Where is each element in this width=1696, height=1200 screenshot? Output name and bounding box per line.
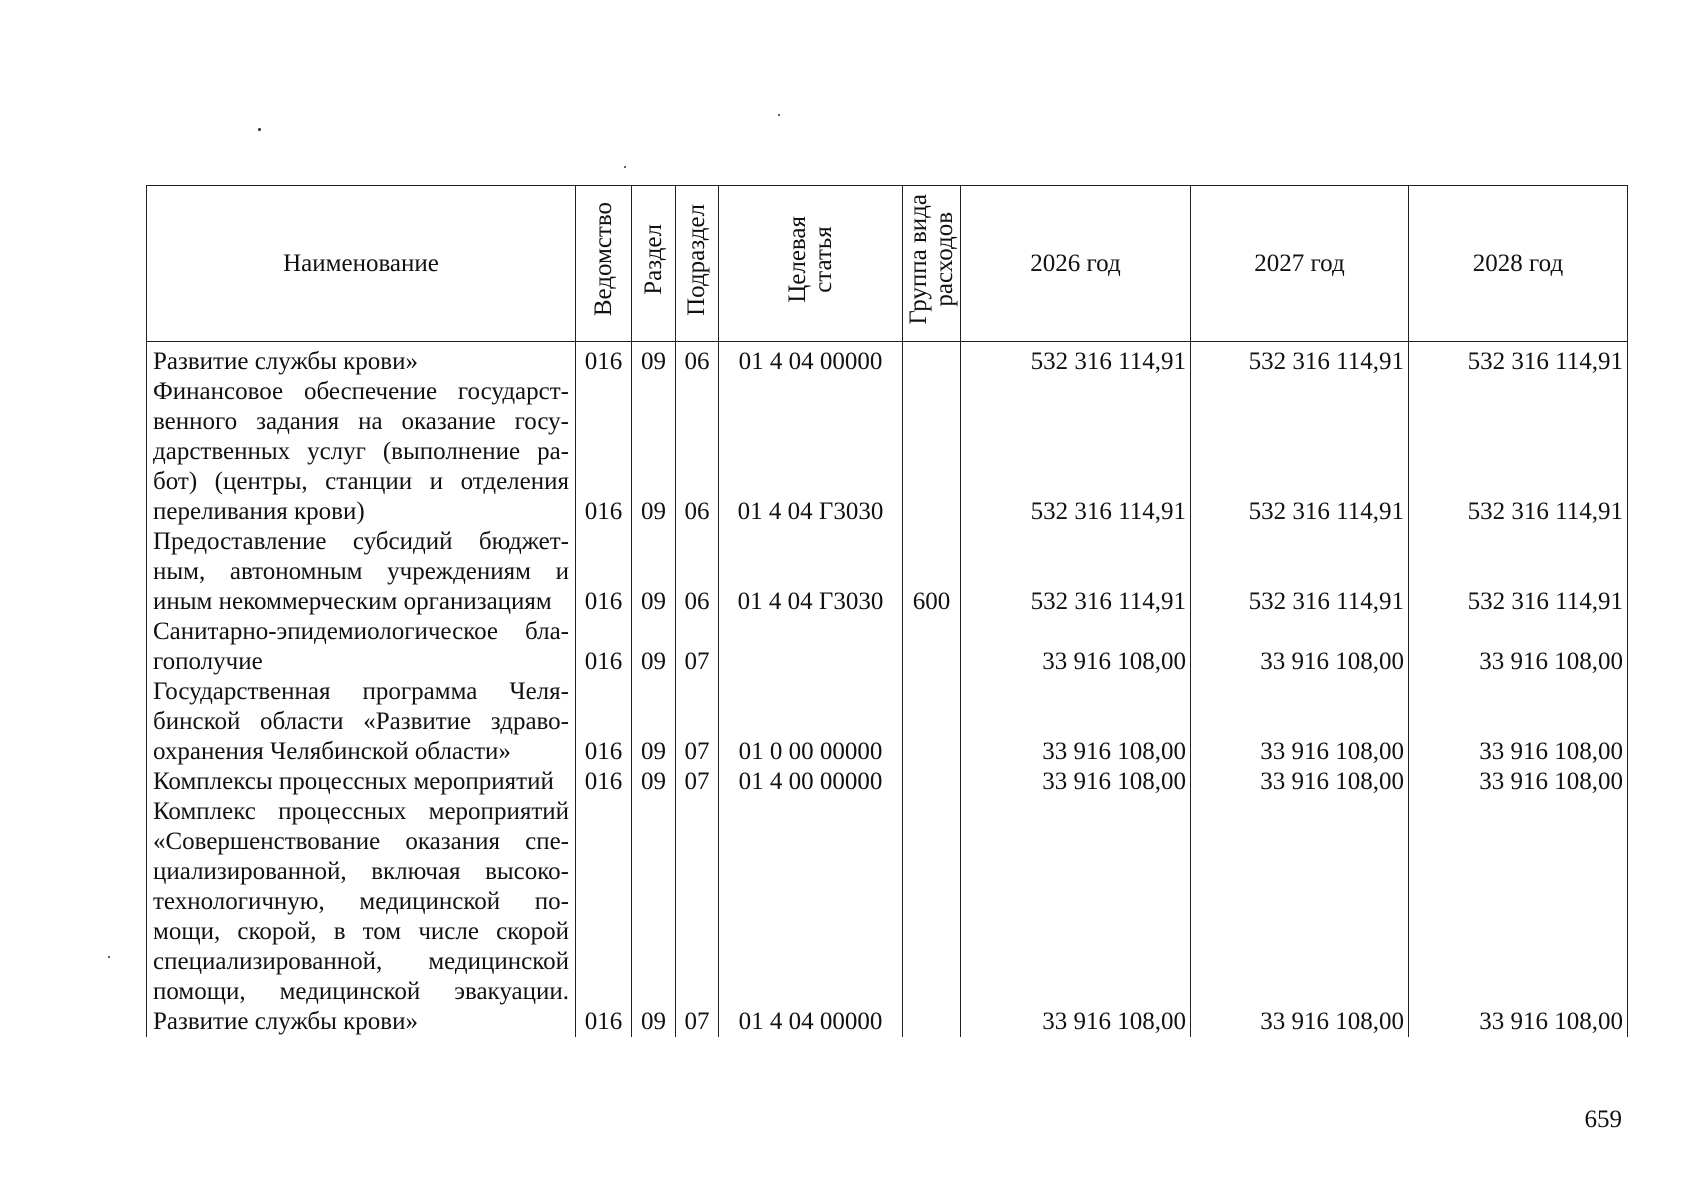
- row-podrazdel: 06: [676, 342, 719, 378]
- row-name: Санитарно-эпидемиологическое благополучие: [147, 617, 576, 677]
- scan-speck: [108, 956, 110, 958]
- row-gruppa-vida: 600: [903, 527, 961, 617]
- row-razdel: 09: [632, 527, 676, 617]
- header-razdel: Раздел: [632, 186, 676, 342]
- row-razdel: 09: [632, 342, 676, 378]
- header-gruppa-line2: расходов: [930, 212, 958, 307]
- table-row: [147, 797, 1628, 1037]
- header-tselevaya-statya: [719, 186, 903, 342]
- row-podrazdel: 07: [676, 767, 719, 797]
- row-amount-2026: 532 316 114,91: [961, 527, 1191, 617]
- row-razdel: 09: [632, 677, 676, 767]
- row-name: Финансовое обеспечение государственного задания на оказание государственных услуг (выполнение работ) (центры, станции и отделения переливания крови): [147, 377, 576, 527]
- row-amount-2027: 532 316 114,91: [1191, 527, 1409, 617]
- row-podrazdel: 06: [676, 527, 719, 617]
- row-amount-2028: 532 316 114,91: [1409, 527, 1628, 617]
- header-gruppa-line1: Группа вида: [904, 194, 932, 325]
- row-amount-2028: 532 316 114,91: [1409, 342, 1628, 378]
- scan-speck: [258, 128, 261, 131]
- row-amount-2027: 532 316 114,91: [1191, 377, 1409, 527]
- row-gruppa-vida: [903, 342, 961, 378]
- row-amount-2028: 33 916 108,00: [1409, 617, 1628, 677]
- row-razdel: 09: [632, 617, 676, 677]
- row-amount-2027: 33 916 108,00: [1191, 767, 1409, 797]
- header-gruppa-vida-raskhodov: [903, 186, 961, 342]
- row-podrazdel: 06: [676, 377, 719, 527]
- page-number: 659: [1584, 1106, 1622, 1133]
- row-amount-2028: 532 316 114,91: [1409, 377, 1628, 527]
- row-vedomstvo: 016: [576, 342, 632, 378]
- header-tselevaya-line2: статья: [809, 226, 837, 293]
- row-tselevaya-statya: 01 0 00 00000: [719, 677, 903, 767]
- header-podrazdel: Подраздел: [676, 186, 719, 342]
- row-name: Предоставление субсидий бюджетным, автономным учреждениям и иным некоммерческим организациям: [147, 527, 576, 617]
- row-gruppa-vida: [903, 767, 961, 797]
- row-amount-2026: 33 916 108,00: [961, 617, 1191, 677]
- budget-table: [146, 185, 1628, 1037]
- row-vedomstvo: 016: [576, 527, 632, 617]
- row-tselevaya-statya: [719, 617, 903, 677]
- table-row: [147, 767, 1628, 797]
- row-gruppa-vida: [903, 677, 961, 767]
- row-amount-2028: 33 916 108,00: [1409, 677, 1628, 767]
- row-amount-2026: 532 316 114,91: [961, 377, 1191, 527]
- row-tselevaya-statya: 01 4 04 00000: [719, 342, 903, 378]
- row-name: Развитие службы крови»: [147, 342, 576, 378]
- row-amount-2028: 33 916 108,00: [1409, 767, 1628, 797]
- header-tselevaya-line1: Целевая: [783, 216, 811, 303]
- table-row: [147, 677, 1628, 767]
- row-razdel: 09: [632, 377, 676, 527]
- row-amount-2027: 33 916 108,00: [1191, 677, 1409, 767]
- header-2028: 2028 год: [1409, 186, 1628, 342]
- row-vedomstvo: 016: [576, 767, 632, 797]
- header-vedomstvo: Ведомство: [576, 186, 632, 342]
- row-gruppa-vida: [903, 377, 961, 527]
- table-row: [147, 527, 1628, 617]
- row-name: Государственная программа Челябинской области «Развитие здравоохранения Челябинской области»: [147, 677, 576, 767]
- row-podrazdel: 07: [676, 797, 719, 1037]
- scan-speck: [778, 114, 780, 116]
- row-tselevaya-statya: 01 4 00 00000: [719, 767, 903, 797]
- row-vedomstvo: 016: [576, 377, 632, 527]
- scan-speck: [624, 166, 626, 168]
- row-razdel: 09: [632, 767, 676, 797]
- row-gruppa-vida: [903, 617, 961, 677]
- row-amount-2028: 33 916 108,00: [1409, 797, 1628, 1037]
- header-2027: 2027 год: [1191, 186, 1409, 342]
- table-header-row: [147, 186, 1628, 342]
- row-amount-2026: 33 916 108,00: [961, 767, 1191, 797]
- row-vedomstvo: 016: [576, 677, 632, 767]
- row-vedomstvo: 016: [576, 797, 632, 1037]
- row-vedomstvo: 016: [576, 617, 632, 677]
- row-tselevaya-statya: 01 4 04 00000: [719, 797, 903, 1037]
- row-amount-2027: 33 916 108,00: [1191, 617, 1409, 677]
- row-tselevaya-statya: 01 4 04 Г3030: [719, 527, 903, 617]
- row-podrazdel: 07: [676, 677, 719, 767]
- row-name: Комплексы процессных мероприятий: [147, 767, 576, 797]
- row-amount-2026: 532 316 114,91: [961, 342, 1191, 378]
- table-row: [147, 342, 1628, 378]
- row-amount-2027: 33 916 108,00: [1191, 797, 1409, 1037]
- table-row: [147, 377, 1628, 527]
- row-amount-2027: 532 316 114,91: [1191, 342, 1409, 378]
- row-razdel: 09: [632, 797, 676, 1037]
- row-gruppa-vida: [903, 797, 961, 1037]
- row-tselevaya-statya: 01 4 04 Г3030: [719, 377, 903, 527]
- header-2026: 2026 год: [961, 186, 1191, 342]
- row-podrazdel: 07: [676, 617, 719, 677]
- row-amount-2026: 33 916 108,00: [961, 797, 1191, 1037]
- table-row: [147, 617, 1628, 677]
- header-name: Наименование: [147, 186, 576, 342]
- row-name: Комплекс процессных мероприятий «Совершенствование оказания специализированной, включая высокотехнологичную, медицинской помощи, скорой, в том числе скорой специализированной, медицинской помощи, медицинской эвакуации. Развитие службы крови»: [147, 797, 576, 1037]
- row-amount-2026: 33 916 108,00: [961, 677, 1191, 767]
